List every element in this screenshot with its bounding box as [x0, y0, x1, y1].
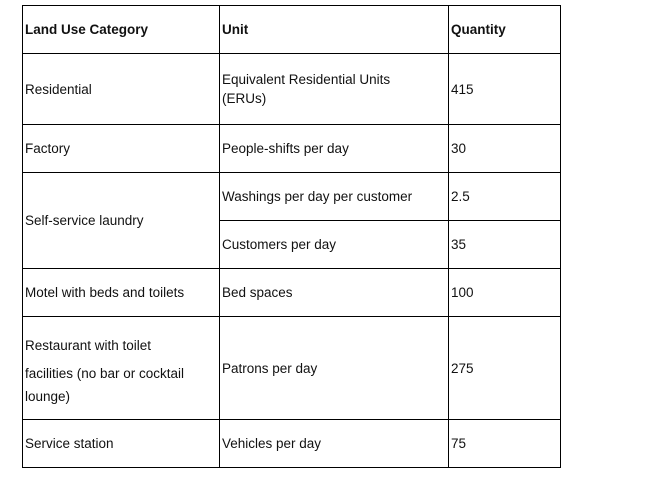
unit-cell: Patrons per day [220, 317, 449, 420]
category-line: Restaurant with toilet [25, 337, 152, 353]
category-cell: Factory [23, 125, 220, 173]
quantity-cell: 275 [449, 317, 561, 420]
category-cell: Motel with beds and toilets [23, 269, 220, 317]
quantity-cell: 35 [449, 221, 561, 269]
unit-cell: People-shifts per day [220, 125, 449, 173]
category-cell: Service station [23, 420, 220, 468]
header-quantity: Quantity [449, 6, 561, 54]
quantity-cell: 2.5 [449, 173, 561, 221]
category-cell: Self-service laundry [23, 173, 220, 269]
header-unit: Unit [220, 6, 449, 54]
quantity-cell: 30 [449, 125, 561, 173]
table-row [23, 269, 561, 317]
unit-line: (ERUs) [222, 91, 267, 106]
unit-cell: Vehicles per day [220, 420, 449, 468]
unit-cell [220, 54, 449, 125]
unit-line: Equivalent Residential Units [222, 72, 391, 87]
quantity-cell: 415 [449, 54, 561, 125]
land-use-table [22, 5, 561, 468]
unit-cell: Washings per day per customer [220, 173, 449, 221]
header-land-use-category: Land Use Category [23, 6, 220, 54]
category-cell: Residential [23, 54, 220, 125]
category-cell [23, 317, 220, 420]
unit-cell: Bed spaces [220, 269, 449, 317]
category-line: facilities (no bar or cocktail [25, 365, 185, 381]
table-row [23, 125, 561, 173]
table-row [23, 420, 561, 468]
table-row [23, 173, 561, 221]
header-row [23, 6, 561, 54]
unit-cell: Customers per day [220, 221, 449, 269]
table-row [23, 317, 561, 420]
category-line: lounge) [25, 388, 71, 404]
quantity-cell: 100 [449, 269, 561, 317]
table-row [23, 54, 561, 125]
quantity-cell: 75 [449, 420, 561, 468]
